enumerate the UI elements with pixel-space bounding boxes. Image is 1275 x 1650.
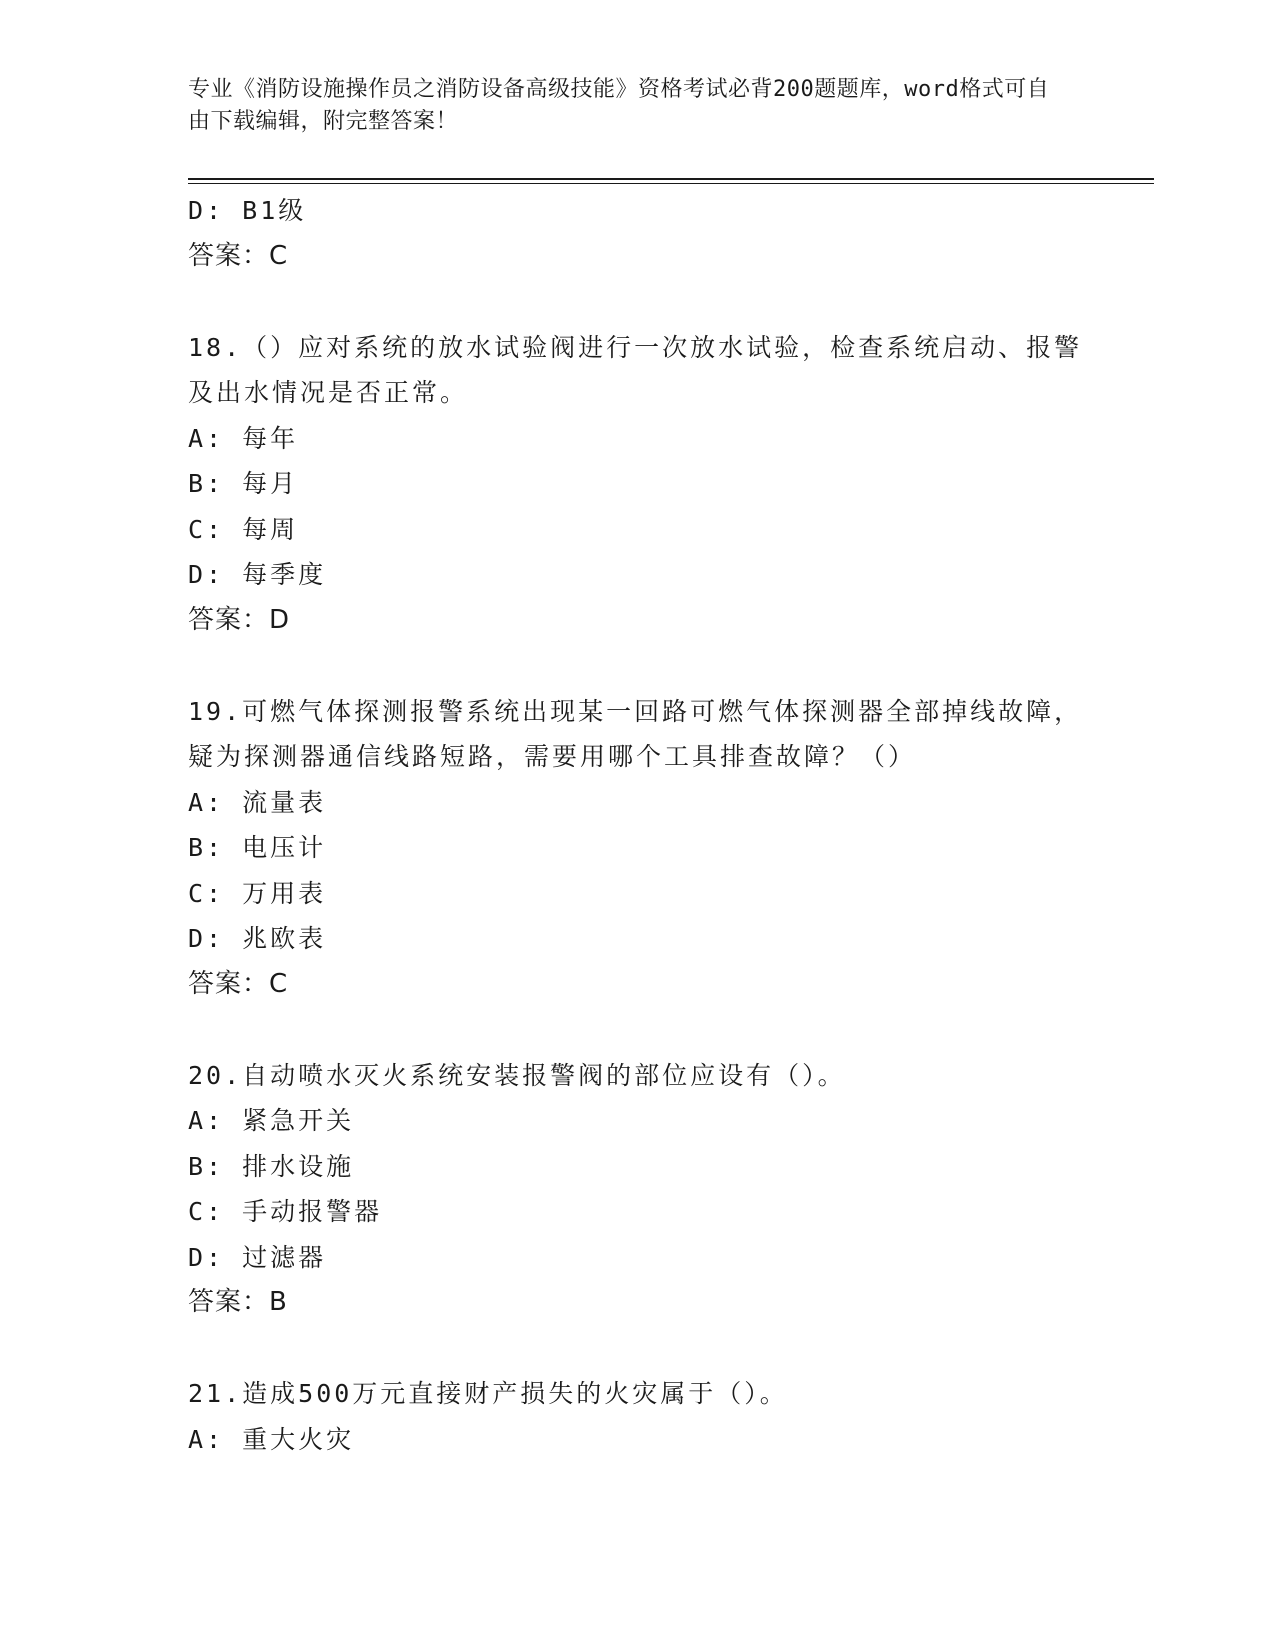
answer-line: 答案：C <box>188 968 289 999</box>
option-a: A: 紧急开关 <box>188 1106 355 1135</box>
answer-line: 答案：C <box>188 240 289 271</box>
page-header: 专业《消防设施操作员之消防设备高级技能》资格考试必背200题题库，word格式可自由下载编辑，附完整答案！ <box>188 77 1050 134</box>
option-b: B: 电压计 <box>188 833 327 862</box>
option-c: C: 每周 <box>188 514 299 544</box>
question-19 <box>188 689 1088 1008</box>
question-21 <box>188 1371 1088 1462</box>
option-c: C: 万用表 <box>188 878 327 908</box>
question-list <box>188 188 1088 1462</box>
option-a: A: 重大火灾 <box>188 1424 355 1454</box>
question-stem: 20.自动喷水灭火系统安装报警阀的部位应设有（）。 <box>188 1060 846 1090</box>
option-b: B: 每月 <box>188 469 299 498</box>
question-stem: 18.（）应对系统的放水试验阀进行一次放水试验，检查系统启动、报警及出水情况是否正常。 <box>188 332 1083 407</box>
option-d: D: 兆欧表 <box>188 924 327 953</box>
option-d: D: 每季度 <box>188 560 327 589</box>
question-20 <box>188 1053 1088 1326</box>
option-b: B: 排水设施 <box>188 1151 355 1181</box>
question-stem: 21.造成500万元直接财产损失的火灾属于（）。 <box>188 1379 788 1408</box>
option-a: A: 流量表 <box>188 787 327 817</box>
answer-line: 答案：B <box>188 1287 288 1317</box>
option-a: A: 每年 <box>188 423 299 453</box>
question-stem: 19.可燃气体探测报警系统出现某一回路可燃气体探测器全部掉线故障，疑为探测器通信线路短路，需要用哪个工具排查故障？（） <box>188 696 1083 771</box>
option-d: D: B1级 <box>188 196 307 225</box>
option-c: C: 手动报警器 <box>188 1197 383 1226</box>
answer-line: 答案：D <box>188 604 291 635</box>
question-18 <box>188 325 1088 644</box>
header-divider-thick <box>188 178 1154 180</box>
header-divider-thin <box>188 183 1154 184</box>
option-d: D: 过滤器 <box>188 1242 327 1272</box>
